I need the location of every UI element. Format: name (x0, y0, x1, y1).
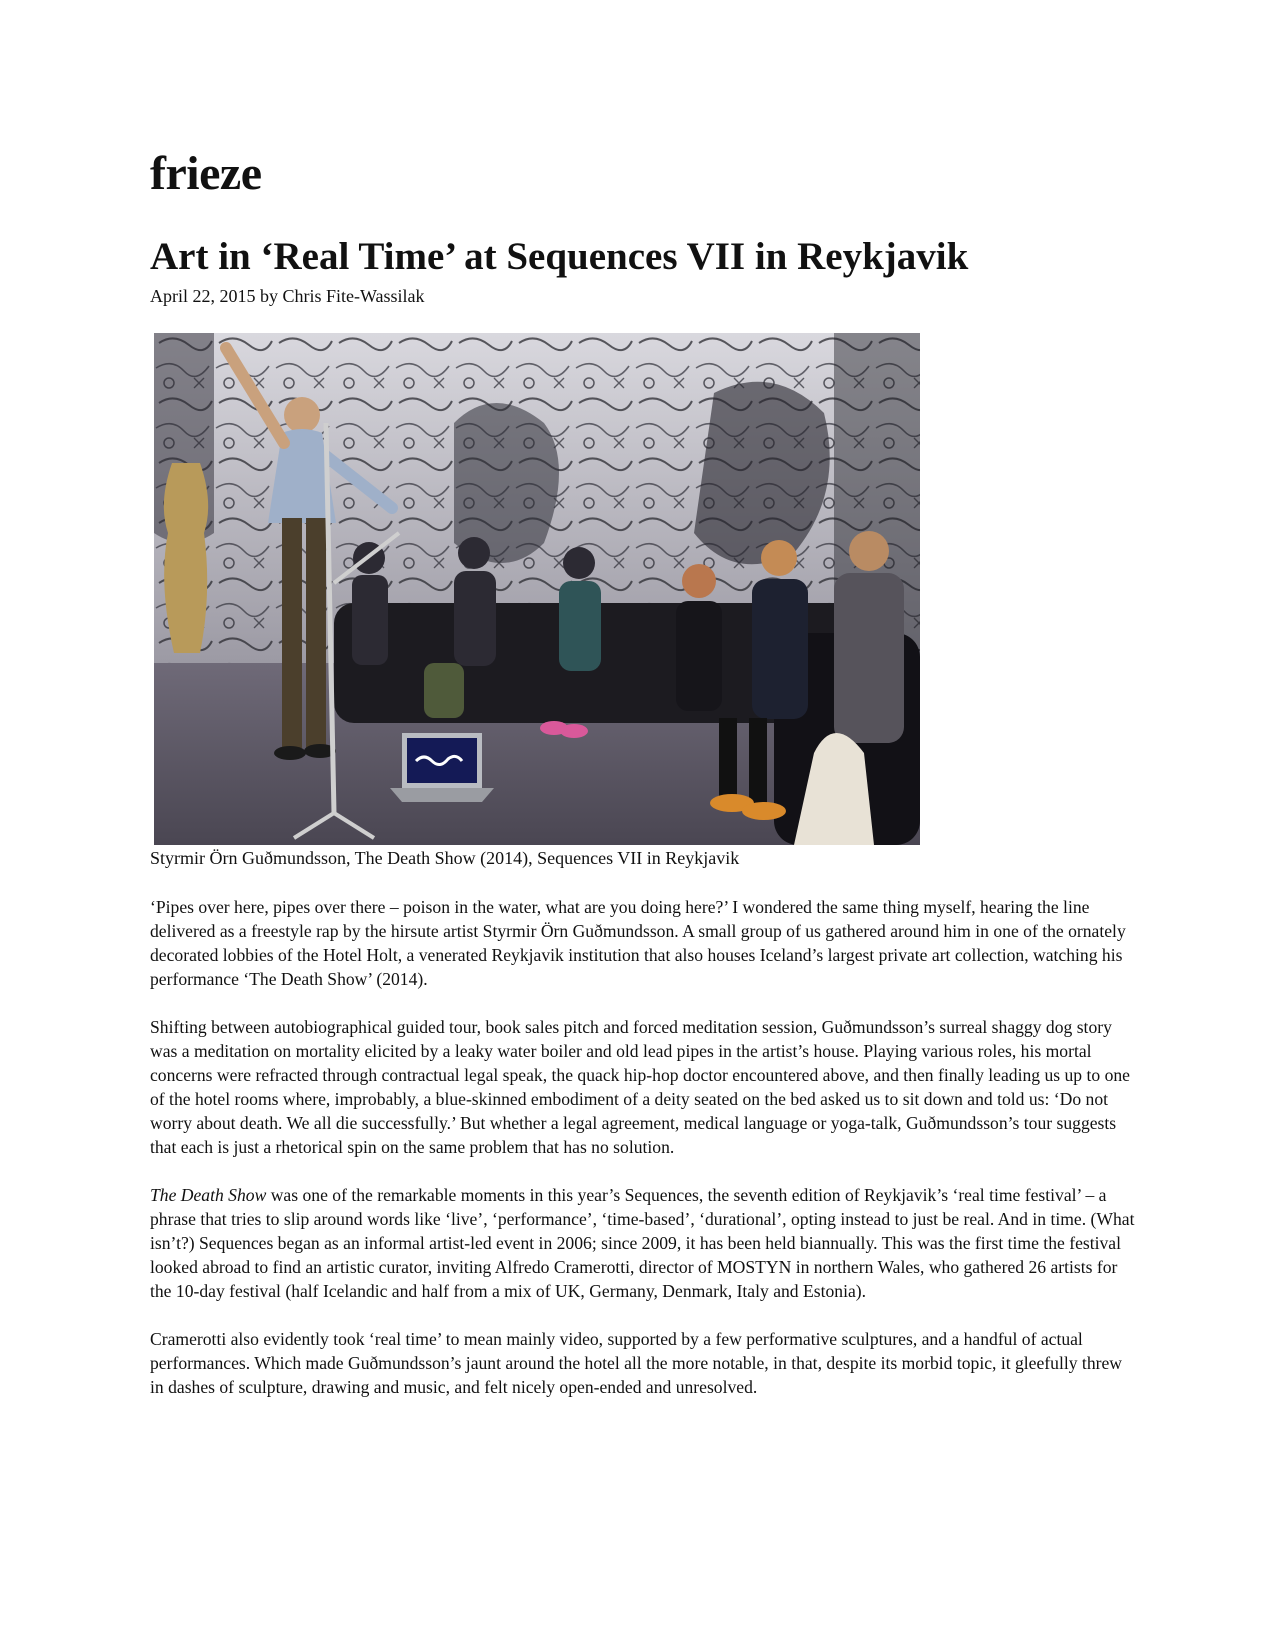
article-paragraph (150, 1183, 1140, 1303)
article-paragraph: Shifting between autobiographical guided tour, book sales pitch and forced meditation session, Guðmundsson’s surreal shaggy dog story was a meditation on mortality elicited by a leaky water boiler and old lead pipes in the artist’s house. Playing various roles, his mortal concerns were refracted through contractual legal speak, the quack hip-hop doctor encountered above, and then finally leading us up to one of the hotel rooms where, improbably, a blue-skinned embodiment of a deity seated on the bed asked us to sit down and told us: ‘Do not worry about death. We all die successfully.’ But whether a legal agreement, medical language or yoga-talk, Guðmundsson’s tour suggests that each is just a rhetorical spin on the same problem that has no solution. (150, 1017, 1130, 1157)
article-paragraph: ‘Pipes over here, pipes over there – poison in the water, what are you doing here?’ I wondered the same thing myself, hearing the line delivered as a freestyle rap by the hirsute artist Styrmir Örn Guðmundsson. A small group of us gathered around him in one of the ornately decorated lobbies of the Hotel Holt, a venerated Reykjavik institution that also houses Iceland’s largest private art collection, watching his performance ‘The Death Show’ (2014). (150, 897, 1126, 989)
performance-photo-illustration (154, 333, 920, 845)
article-photo (154, 333, 920, 845)
photo-caption: Styrmir Örn Guðmundsson, The Death Show (2014), Sequences VII in Reykjavik (150, 848, 740, 868)
article-body (150, 895, 1140, 1423)
masthead-logo: frieze (150, 147, 262, 200)
article-paragraph: Cramerotti also evidently took ‘real time’ to mean mainly video, supported by a few performative sculptures, and a handful of actual performances. Which made Guðmundsson’s jaunt around the hotel all the more notable, in that, despite its morbid topic, it gleefully threw in dashes of sculpture, drawing and music, and felt nicely open-ended and unresolved. (150, 1329, 1122, 1397)
article-title: Art in ‘Real Time’ at Sequences VII in Reykjavik (150, 235, 969, 278)
paragraph-text: was one of the remarkable moments in this year’s Sequences, the seventh edition of Reykjavik’s ‘real time festival’ – a phrase that tries to slip around words like ‘live’, ‘performance’, ‘time-based’, ‘durational’, opting instead to just be real. And in time. (What isn’t?) Sequences began as an informal artist-led event in 2006; since 2009, it has been held biannually. This was the first time the festival looked abroad to find an artistic curator, inviting Alfredo Cramerotti, director of MOSTYN in northern Wales, who gathered 26 artists for the 10-day festival (half Icelandic and half from a mix of UK, Germany, Denmark, Italy and Estonia). (150, 1185, 1135, 1301)
work-title-italic: The Death Show (150, 1185, 267, 1205)
article-byline: April 22, 2015 by Chris Fite-Wassilak (150, 286, 425, 306)
